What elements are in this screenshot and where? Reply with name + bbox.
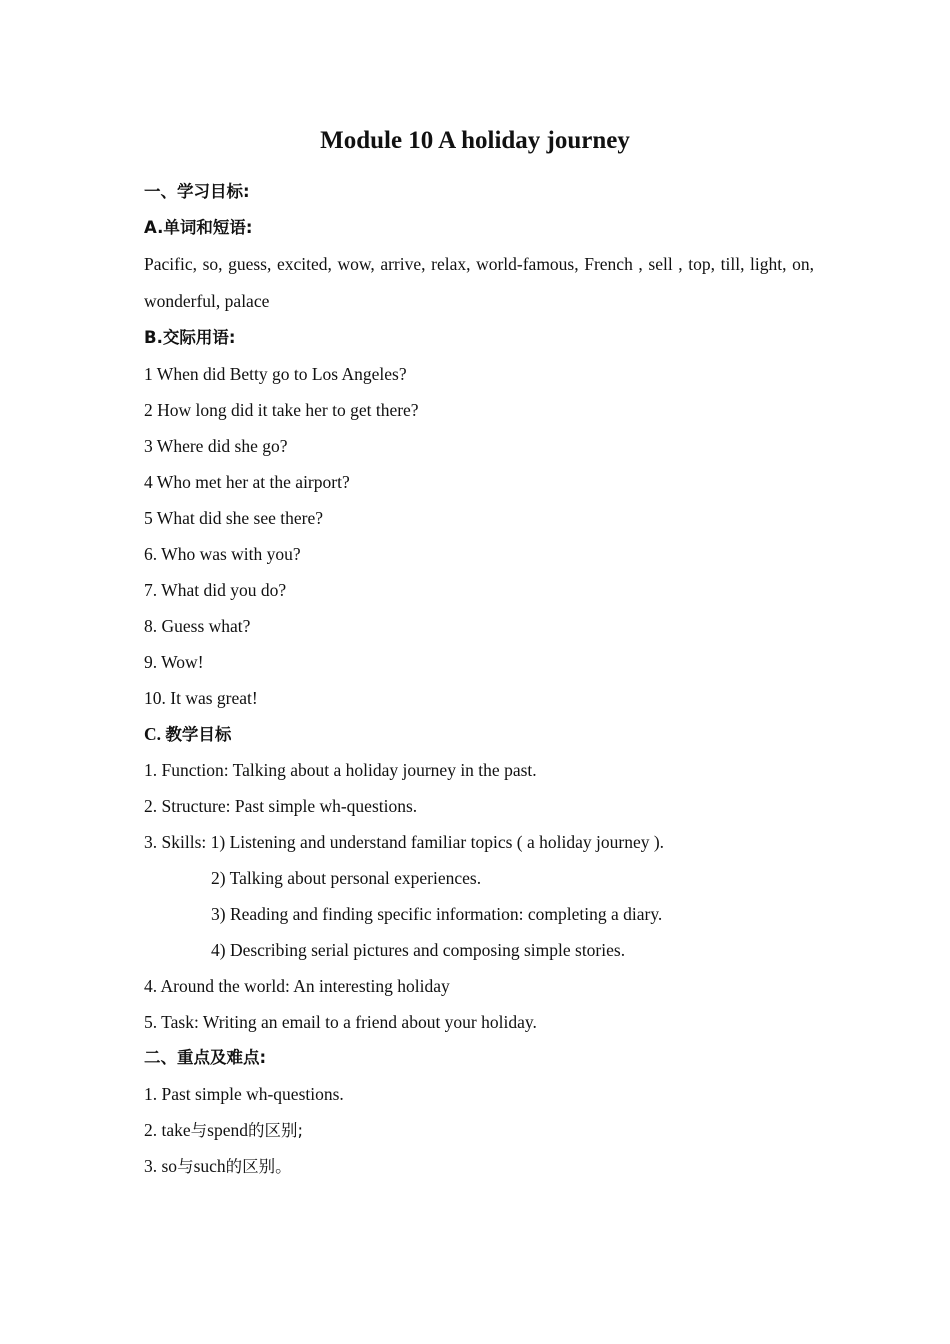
list-item: 7. What did you do? <box>144 580 287 600</box>
teaching-goals-list <box>144 752 814 1040</box>
list-item: 1. Function: Talking about a holiday journey in the past. <box>144 760 537 780</box>
list-item: 2. Structure: Past simple wh-questions. <box>144 796 418 816</box>
document-body <box>144 174 814 1184</box>
subheading-teaching-goals <box>144 716 814 752</box>
section-heading-key-points: 二、重点及难点: <box>144 1048 267 1067</box>
expressions-list <box>144 356 814 716</box>
text-fragment: such <box>193 1156 226 1176</box>
subheading-vocabulary: A.单词和短语: <box>144 218 253 237</box>
text-fragment: 与 <box>190 1121 208 1140</box>
list-item: 4. Around the world: An interesting holiday <box>144 976 450 996</box>
list-item: 5. Task: Writing an email to a friend about your holiday. <box>144 1012 537 1032</box>
list-item <box>144 1112 814 1148</box>
key-points-list <box>144 1076 814 1184</box>
subheading-prefix: C. <box>144 724 162 744</box>
section-heading-objectives: 一、学习目标: <box>144 182 250 201</box>
list-item: 1. Past simple wh-questions. <box>144 1084 344 1104</box>
list-item: 10. It was great! <box>144 688 258 708</box>
subheading-expressions: B.交际用语: <box>144 328 236 347</box>
subheading-text: 教学目标 <box>165 725 232 744</box>
list-subitem: 2) Talking about personal experiences. <box>211 868 482 888</box>
text-fragment: 2. take <box>144 1120 191 1140</box>
document-title: Module 10 A holiday journey <box>320 127 630 154</box>
vocabulary-list: Pacific, so, guess, excited, wow, arrive, relax, world-famous, French , sell , top, till, light, on, wonderful, palace <box>144 254 814 311</box>
list-item: 4 Who met her at the airport? <box>144 472 350 492</box>
text-fragment: 3. so <box>144 1156 178 1176</box>
list-item: 3 Where did she go? <box>144 436 288 456</box>
list-subitem: 4) Describing serial pictures and composing simple stories. <box>211 940 626 960</box>
list-item: 2 How long did it take her to get there? <box>144 400 419 420</box>
list-item: 6. Who was with you? <box>144 544 301 564</box>
text-fragment: spend <box>207 1120 248 1140</box>
list-item: 8. Guess what? <box>144 616 251 636</box>
text-fragment: 与 <box>177 1157 194 1176</box>
list-item: 3. Skills: 1) Listening and understand familiar topics ( a holiday journey ). <box>144 832 665 852</box>
list-item: 5 What did she see there? <box>144 508 323 528</box>
list-item: 1 When did Betty go to Los Angeles? <box>144 364 407 384</box>
list-subitem: 3) Reading and finding specific information: completing a diary. <box>211 904 663 924</box>
text-fragment: 的区别; <box>247 1121 304 1140</box>
text-fragment: 的区别。 <box>225 1157 292 1176</box>
list-item <box>144 1148 814 1184</box>
list-item: 9. Wow! <box>144 652 204 672</box>
